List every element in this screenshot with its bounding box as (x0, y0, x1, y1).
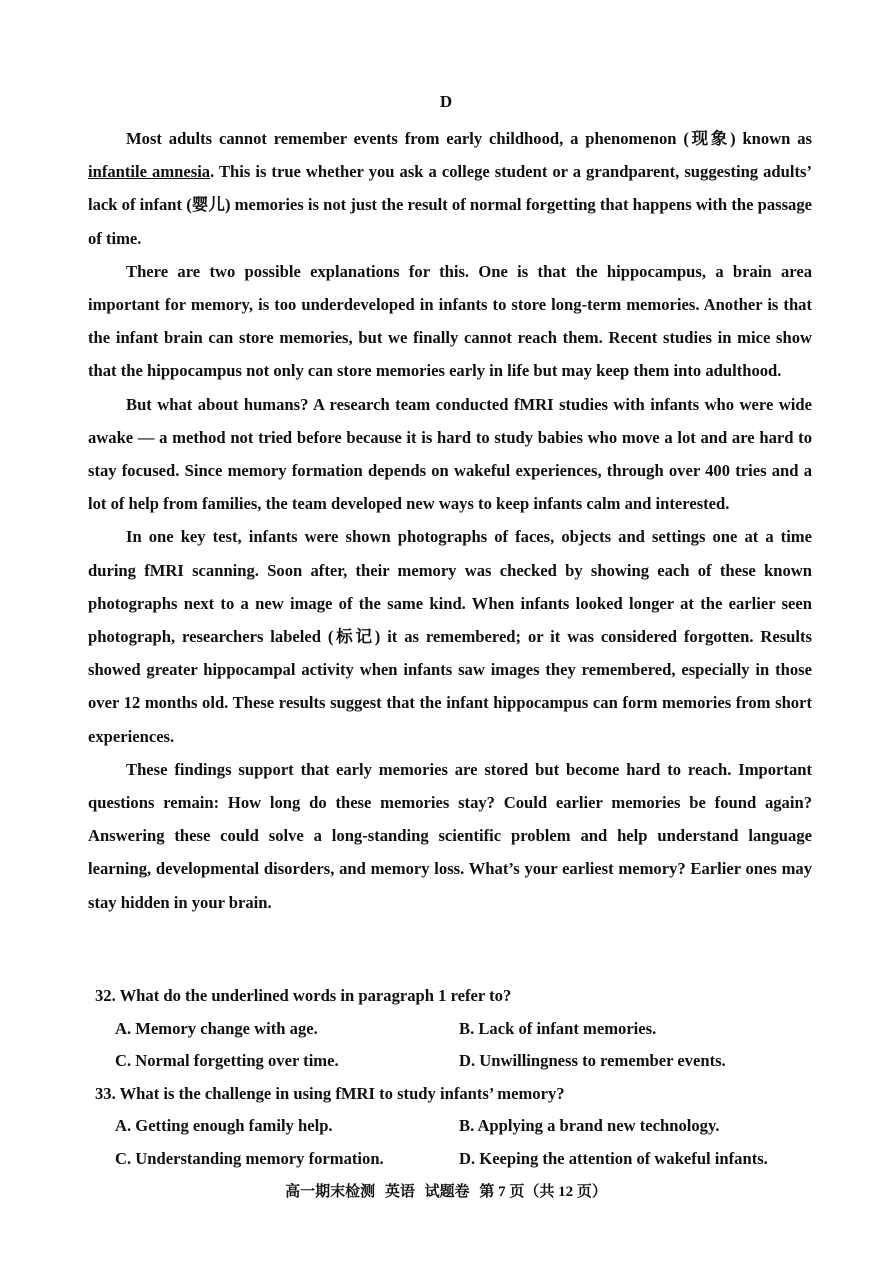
footer-paper: 试题卷 (424, 1184, 470, 1200)
option-a: A. Memory change with age. (115, 1018, 318, 1038)
option-d: D. Unwillingness to remember events. (459, 1051, 726, 1070)
footer-page-number: 第 7 页（共 12 页） (479, 1184, 607, 1200)
paragraph-4: In one key test, infants were shown photographs of faces, objects and settings one at a time during fMRI scanning. Soon after, their memory was checked by showing each of these known photographs next to a new image of the same kind. When infants looked longer at the earlier seen photograph, researchers labeled (标记) it as remembered; or it was considered forgotten. Results showed greater hippocampal activity when infants saw images they remembered, especially in those over 12 months old. These results suggest that the infant hippocampus can form memories from short experiences. (88, 527, 812, 746)
paragraph-1-end: . This is true whether you ask a college student or a grandparent, suggesting adults’ lack of infant (婴儿) memories is not just the result of normal forgetting that happens with the passage of time. (88, 162, 812, 248)
paragraph-1 (88, 122, 812, 255)
footer-exam: 高一期末检测 (285, 1184, 376, 1200)
answer-options (95, 1013, 815, 1078)
option-d: D. Keeping the attention of wakeful infants. (459, 1148, 768, 1168)
paragraph-3: But what about humans? A research team conducted fMRI studies with infants who were wide awake — a method not tried before because it is hard to study babies who move a lot and are hard to stay focused. Since memory formation depends on wakeful experiences, through over 400 tries and a lot of help from families, the team developed new ways to keep infants calm and interested. (88, 394, 812, 514)
answer-options (95, 1110, 815, 1175)
paragraph-1-start: Most adults cannot remember events from early childhood, a phenomenon (现象) known as (126, 129, 812, 148)
option-b: B. Lack of infant memories. (459, 1018, 657, 1038)
reading-passage (88, 122, 812, 919)
option-a: A. Getting enough family help. (115, 1116, 333, 1135)
footer-subject: 英语 (384, 1184, 415, 1200)
question-33 (95, 1078, 815, 1176)
section-title: D (439, 92, 453, 111)
question-stem: 32. What do the underlined words in paragraph 1 refer to? (95, 986, 512, 1005)
question-32 (95, 980, 815, 1078)
question-list (95, 980, 815, 1175)
option-c: C. Normal forgetting over time. (115, 1051, 339, 1070)
underlined-term: infantile amnesia (88, 162, 211, 182)
option-b: B. Applying a brand new technology. (459, 1116, 720, 1135)
paragraph-2: There are two possible explanations for this. One is that the hippocampus, a brain area important for memory, is too underdeveloped in infants to store long-term memories. Another is that the infant brain can store memories, but we finally cannot reach them. Recent studies in mice show that the hippocampus not only can store memories early in life but may keep them into adulthood. (88, 261, 812, 381)
paragraph-5: These findings support that early memories are stored but become hard to reach. Important questions remain: How long do these memories stay? Could earlier memories be found again? Answering these could solve a long-standing scientific problem and help understand language learning, developmental disorders, and memory loss. What’s your earliest memory? Earlier ones may stay hidden in your brain. (88, 759, 812, 912)
page-footer (0, 1180, 892, 1201)
option-c: C. Understanding memory formation. (115, 1148, 384, 1168)
question-stem: 33. What is the challenge in using fMRI to study infants’ memory? (95, 1083, 565, 1103)
